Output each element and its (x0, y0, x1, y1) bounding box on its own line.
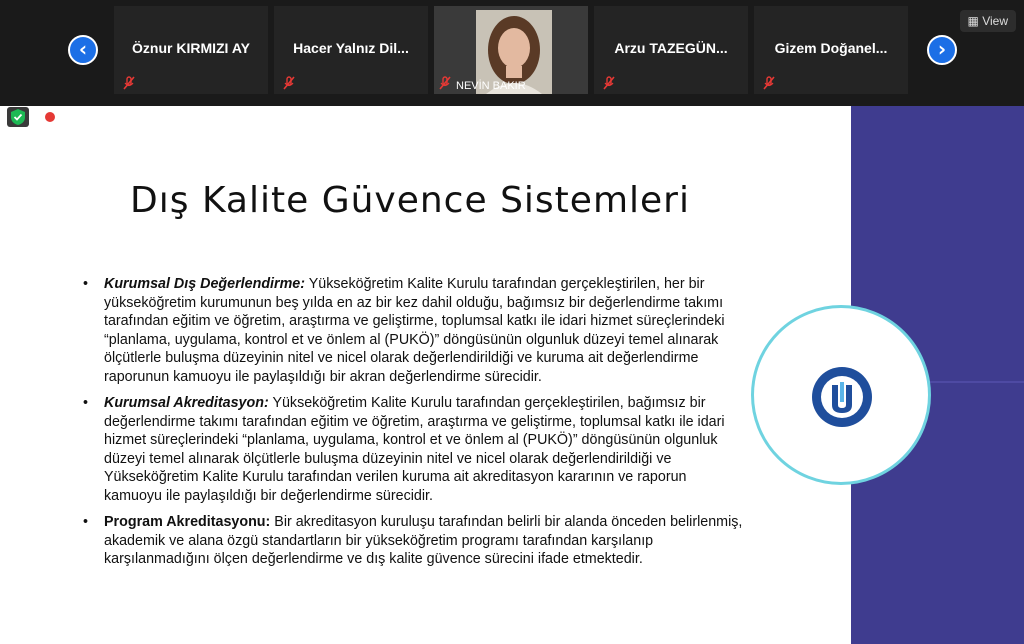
bullet-icon: • (83, 514, 89, 530)
muted-mic-icon (282, 76, 296, 90)
bullet-icon: • (83, 276, 89, 292)
muted-mic-icon (122, 76, 136, 90)
bullet-text: Yükseköğretim Kalite Kurulu tarafından gerçekleştirilen, bağımsız bir değerlendirme takımı tarafından eğitim ve öğretim, araştırma ve geliştirme, toplumsal katkı ile idari hizmet süreçlerindeki “planlama, uygulama, kontrol et ve önlem al (PUKÖ)” döngüsünün olgunluk düzeyi temel alınarak ölçütlerle buluşma düzeyinin nitel ve nicel olarak değerlendirildiği ve Yükseköğretim Kalite Kurulu tarafından verilen kuruma ait akreditasyon kararının ve raporun kamuoyu ile paylaşıldığı bir değerlendirme sürecidir. (104, 395, 725, 504)
view-label: View (982, 14, 1008, 28)
list-item (83, 275, 743, 386)
participant-strip (0, 0, 1024, 106)
bullet-term: Kurumsal Dış Değerlendirme: (104, 276, 306, 292)
slide-body (83, 275, 743, 577)
view-button[interactable] (960, 10, 1016, 32)
bullet-term: Kurumsal Akreditasyon: (104, 395, 269, 411)
participant-tile[interactable] (754, 6, 908, 94)
participant-tile[interactable] (274, 6, 428, 94)
bullet-text: Yükseköğretim Kalite Kurulu tarafından gerçekleştirilen, her bir yükseköğretim kurumunun beş yılda en az bir kez dahil olduğu, bağımsız bir değerlendirme takımı tarafından eğitim ve öğretim, araştırma ve geliştirme, toplumsal katkı ile idari hizmet süreçlerindeki “planlama, uygulama, kontrol et ve önlem al (PUKÖ)” döngüsünün olgunluk düzeyi temel alınarak ölçütlerle buluşma düzeyinin nitel ve nicel olarak değerlendirildiği ve kuruma ait değerlendirme raporunun kamuoyu ile paylaşıldığı bir akran değerlendirme sürecidir. (104, 276, 725, 385)
muted-mic-icon (438, 76, 452, 90)
participant-tile[interactable] (114, 6, 268, 94)
bullet-icon: • (83, 395, 89, 411)
participant-name: NEVİN BAKIR (456, 80, 526, 92)
slide-title: Dış Kalite Güvence Sistemleri (130, 180, 690, 221)
university-logo-icon (810, 365, 874, 429)
participant-name: Öznur KIRMIZI AY (132, 40, 250, 56)
muted-mic-icon (602, 76, 616, 90)
participant-tile[interactable] (594, 6, 748, 94)
recording-indicator-icon (44, 111, 56, 123)
muted-mic-icon (762, 76, 776, 90)
participant-name: Gizem Doğanel... (774, 40, 888, 56)
list-item (83, 513, 743, 569)
security-shield-icon[interactable] (7, 107, 29, 127)
participant-name: Hacer Yalnız Dil... (293, 40, 409, 56)
bullet-text: Bir akreditasyon kuruluşu tarafından belirli bir alanda önceden belirlenmiş, akademik ve alana özgü standartların bir yükseköğretim programı tarafından karşılanıp karşılanmadığını ölçen değerlendirme ve dış kalite güvence sürecini ifade etmektedir. (104, 514, 743, 567)
participant-name: Arzu TAZEGÜN... (614, 40, 728, 56)
next-page-button[interactable]: › (927, 35, 957, 65)
previous-page-button[interactable]: ‹ (68, 35, 98, 65)
participant-video-tile[interactable] (434, 6, 588, 94)
grid-icon: ▦ (967, 14, 979, 28)
list-item (83, 394, 743, 505)
bullet-term: Program Akreditasyonu: (104, 514, 271, 530)
